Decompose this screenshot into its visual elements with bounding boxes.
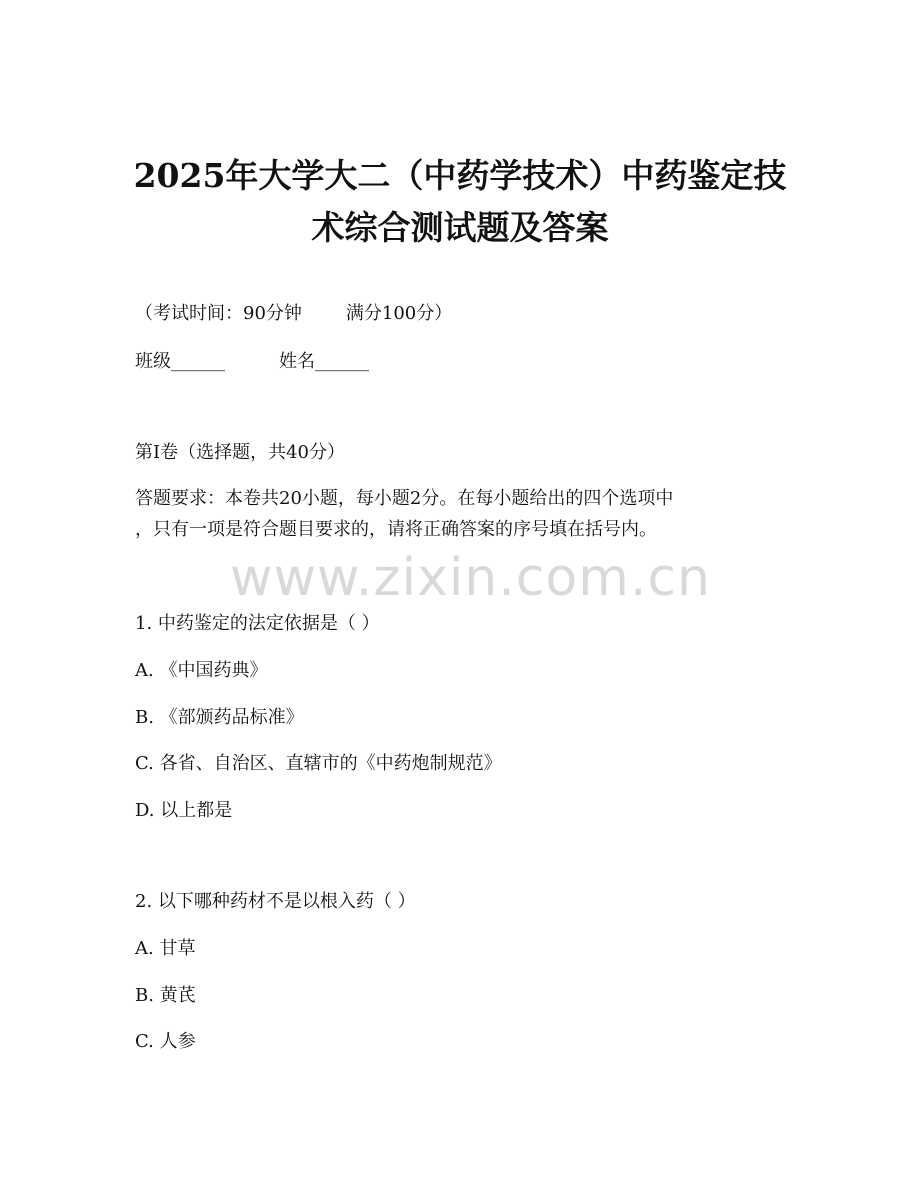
title-line-2: 术综合测试题及答案 (311, 208, 609, 247)
question-1-option-d: D. 以上都是 (135, 800, 233, 821)
question-2-stem: 2. 以下哪种药材不是以根入药（ ） (135, 891, 416, 912)
question-1-option-c: C. 各省、自治区、直辖市的《中药炮制规范》 (135, 753, 502, 774)
name-field: 姓名______ (279, 351, 369, 372)
instructions-line-1: 答题要求：本卷共20小题，每小题2分。在每小题给出的四个选项中 (135, 488, 674, 509)
exam-score: 满分100分） (345, 303, 453, 324)
question-1-option-b: B. 《部颁药品标准》 (135, 707, 304, 728)
class-field: 班级______ (135, 351, 225, 372)
student-fields (135, 350, 369, 374)
instructions-line-2: ，只有一项是符合题目要求的，请将正确答案的序号填在括号内。 (135, 519, 657, 540)
exam-time: （考试时间：90分钟 (135, 303, 302, 324)
section-heading: 第I卷（选择题，共40分） (135, 442, 346, 463)
exam-info (135, 302, 452, 326)
question-2-option-a: A. 甘草 (135, 938, 196, 959)
question-2-option-c: C. 人参 (135, 1031, 196, 1052)
question-1-option-a: A. 《中国药典》 (135, 660, 268, 681)
title-line-1: 2025年大学大二（中药学技术）中药鉴定技 (133, 156, 787, 195)
watermark: www.zixin.com.cn (230, 548, 711, 608)
document-title (110, 150, 810, 254)
question-1-stem: 1. 中药鉴定的法定依据是（ ） (135, 613, 380, 634)
question-2-option-b: B. 黄芪 (135, 985, 196, 1006)
